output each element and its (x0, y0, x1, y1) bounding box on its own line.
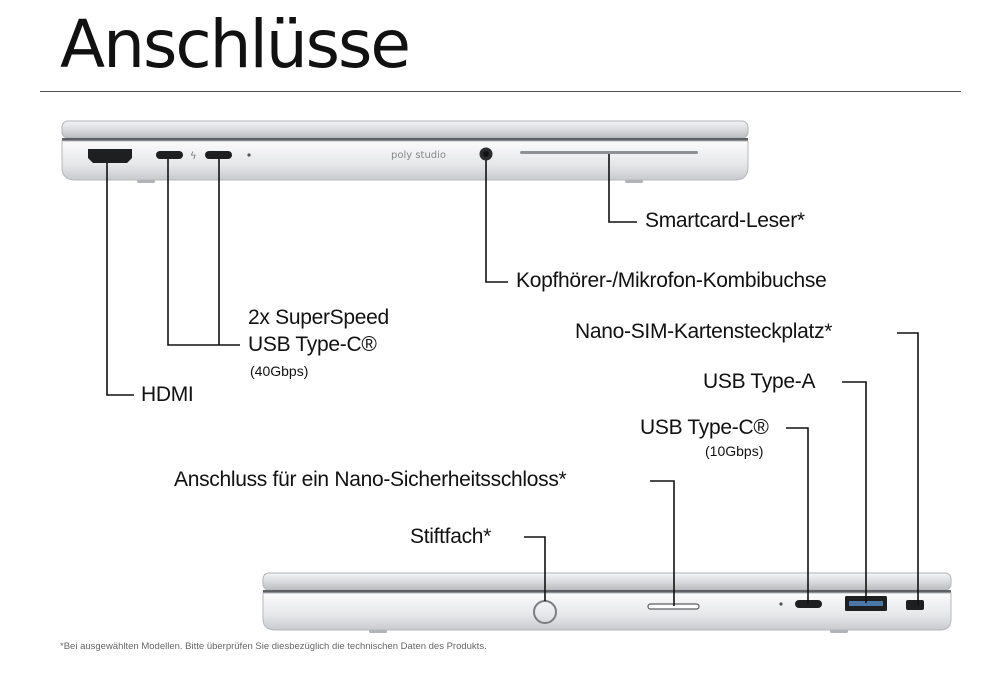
label-smartcard-reader: Smartcard-Leser* (645, 209, 805, 232)
thunderbolt-icon: ϟ (190, 151, 197, 162)
brand-logo: poly studio (391, 150, 447, 161)
label-usbc-superspeed-line2: USB Type-C® (248, 333, 377, 356)
label-nano-sim-slot: Nano-SIM-Kartensteckplatz* (575, 320, 833, 343)
usbc-port-icon (156, 151, 183, 159)
label-nano-security-lock: Anschluss für ein Nano-Sicherheitsschloss* (174, 468, 567, 491)
label-hdmi: HDMI (141, 383, 194, 406)
label-usbc-10gbps: (10Gbps) (705, 443, 764, 459)
status-led-icon (779, 602, 782, 605)
hdmi-port-icon (88, 149, 132, 163)
page-title: Anschlüsse (60, 6, 410, 83)
smartcard-slot-icon (520, 151, 698, 154)
label-audio-combo-jack: Kopfhörer-/Mikrofon-Kombibuchse (516, 269, 827, 292)
usbc-port-icon (205, 151, 232, 159)
label-usb-type-c: USB Type-C® (640, 416, 769, 439)
label-pen-garage: Stiftfach* (410, 525, 492, 548)
laptop-right-side (263, 573, 951, 633)
footnote: *Bei ausgewählten Modellen. Bitte überprüfen Sie diesbezüglich die technischen Daten des Produkts. (60, 641, 487, 652)
laptop-left-side (62, 121, 748, 183)
label-usb-type-a: USB Type-A (703, 370, 816, 393)
label-usbc-superspeed-line1: 2x SuperSpeed (248, 306, 389, 329)
label-usbc-40gbps: (40Gbps) (250, 363, 309, 379)
status-led-icon (247, 153, 250, 156)
nano-lock-slot-icon (906, 600, 924, 610)
